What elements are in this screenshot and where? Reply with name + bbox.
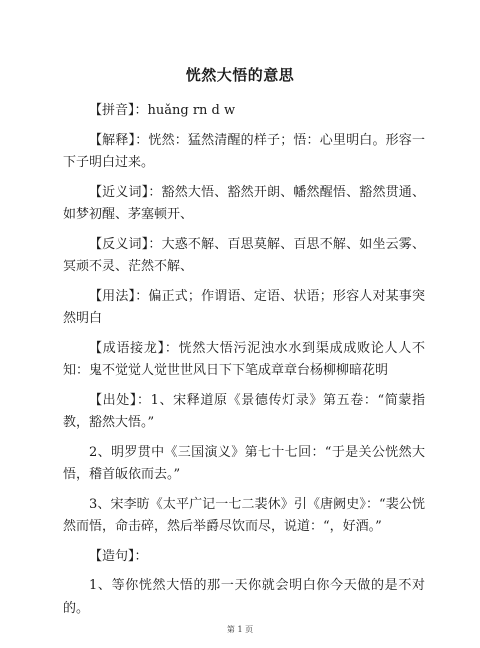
paragraph-antonyms: 【反义词】：大惑不解、百思莫解、百思不解、如坐云雾、冥顽不灵、茫然不解、 <box>63 236 425 274</box>
paragraph-idiom-chain: 【成语接龙】：恍然大悟污泥浊水水到渠成成败论人人不知：鬼不觉觉人觉世世风日下下笔成章章台杨柳柳暗花明 <box>63 340 425 378</box>
paragraph-synonyms: 【近义词】：豁然大悟、豁然开朗、幡然醒悟、豁然贯通、如梦初醒、茅塞顿开、 <box>63 184 425 222</box>
paragraph-pinyin: 【拼音】：huǎng rn d w <box>89 103 236 118</box>
page-number: 第 1 页 <box>226 625 254 634</box>
document-body <box>63 100 425 627</box>
paragraph-explanation: 【解释】：恍然：猛然清醒的样子；悟：心里明白。形容一下子明白过来。 <box>63 132 425 170</box>
paragraph-example-1: 1、等你恍然大悟的那一天你就会明白你今天做的是不对的。 <box>63 578 425 616</box>
paragraph-example-heading: 【造句】： <box>89 548 148 564</box>
paragraph-source-3: 3、宋李昉《太平广记一七二裴休》引《唐阙史》：“裴公恍然而悟，命击碎，然后举爵尽饮而尽，说道：“，好酒。” <box>63 496 425 534</box>
paragraph-usage: 【用法】：偏正式；作谓语、定语、状语；形容人对某事突然明白 <box>63 288 425 326</box>
page-title: 恍然大悟的意思 <box>185 66 295 84</box>
paragraph-source-1: 【出处】：1、宋释道原《景德传灯录》第五卷：“简蒙指教，豁然大悟。” <box>63 392 425 430</box>
paragraph-source-2: 2、明罗贯中《三国演义》第七十七回：“于是关公恍然大悟，稽首皈依而去。” <box>63 444 425 482</box>
